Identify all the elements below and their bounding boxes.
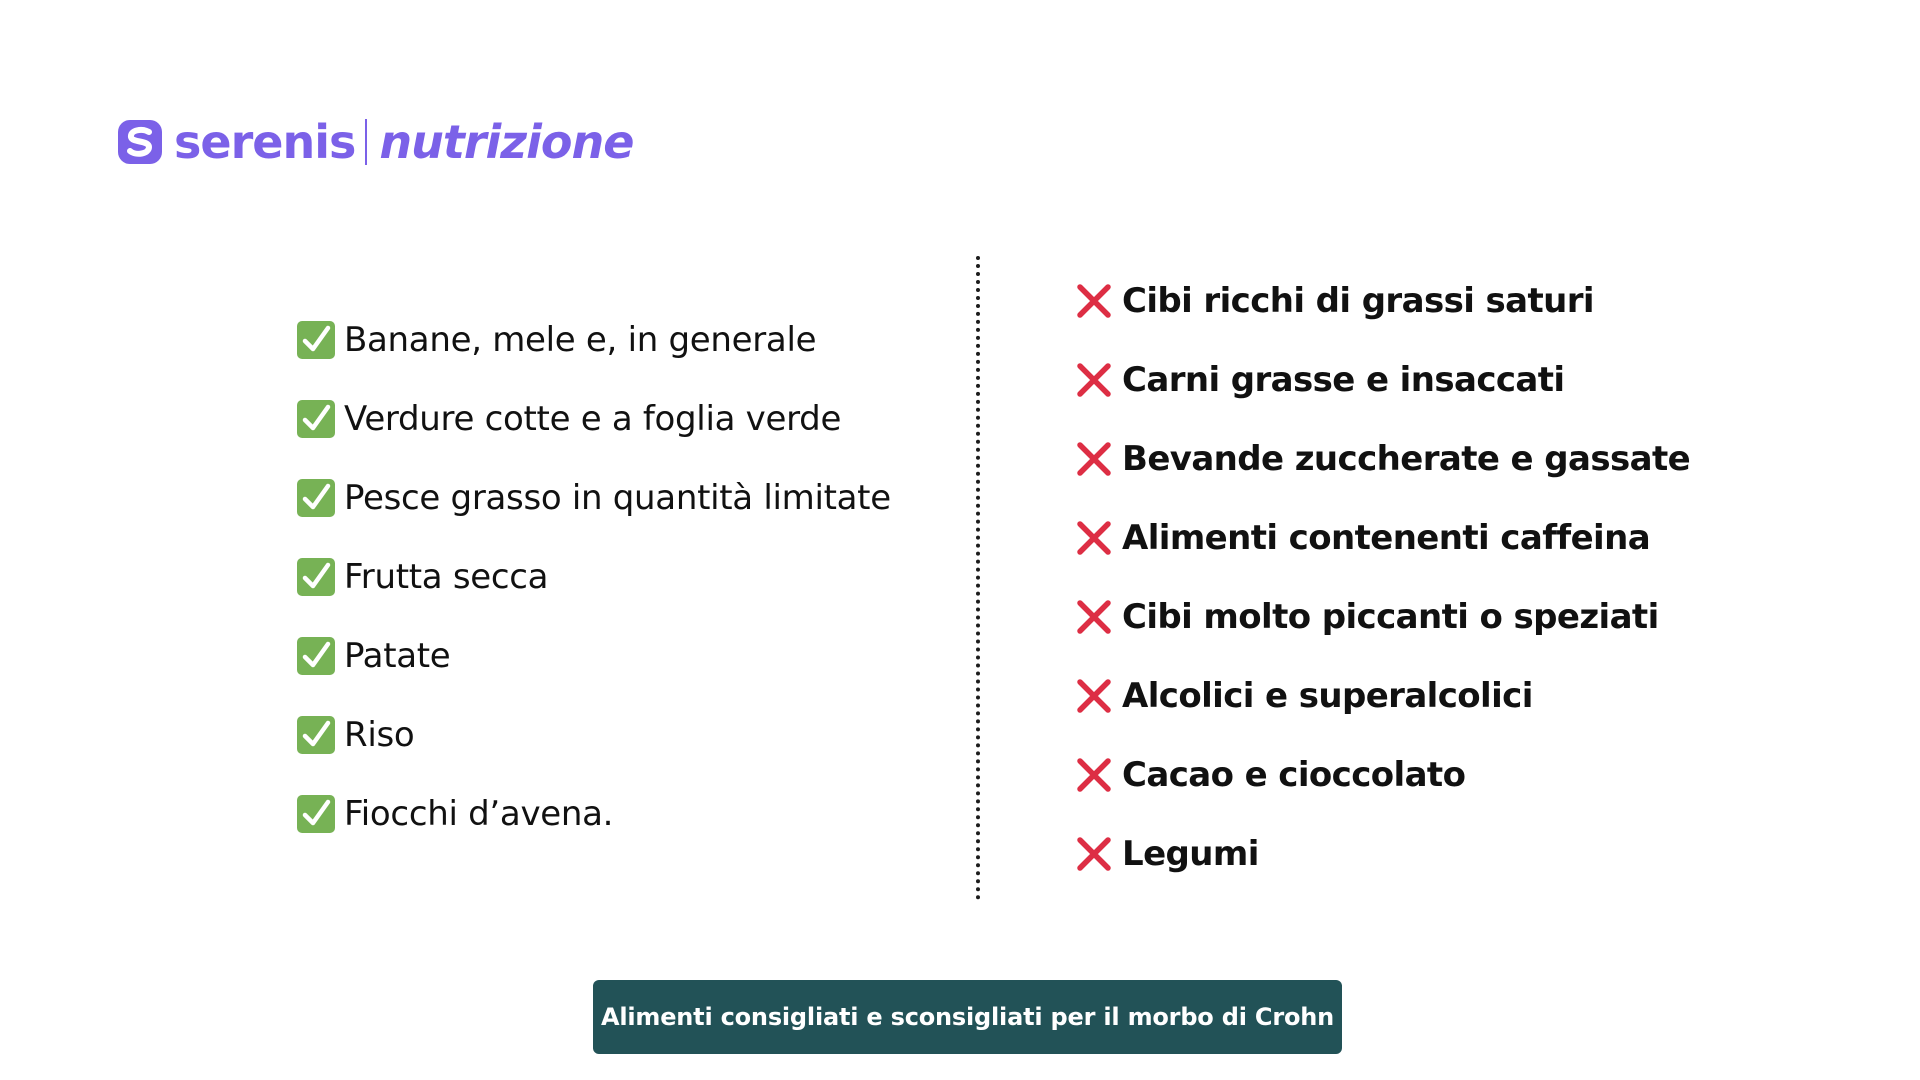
recommended-food-label: Riso	[344, 714, 415, 755]
list-item	[296, 774, 891, 853]
list-item	[296, 537, 891, 616]
not-recommended-food-label: Legumi	[1122, 833, 1259, 874]
list-item	[296, 300, 891, 379]
caption-text: Alimenti consigliati e sconsigliati per il morbo di Crohn	[600, 1003, 1335, 1031]
check-mark-icon	[296, 636, 336, 676]
not-recommended-food-label: Cibi ricchi di grassi saturi	[1122, 280, 1594, 321]
check-mark-icon	[296, 399, 336, 439]
cross-mark-icon	[1074, 518, 1114, 558]
cross-mark-icon	[1074, 360, 1114, 400]
list-item	[296, 458, 891, 537]
recommended-food-label: Frutta secca	[344, 556, 549, 597]
recommended-food-label: Patate	[344, 635, 451, 676]
list-item	[296, 695, 891, 774]
not-recommended-food-label: Cacao e cioccolato	[1122, 754, 1466, 795]
cross-mark-icon	[1074, 439, 1114, 479]
not-recommended-foods-list	[1074, 261, 1690, 893]
cross-mark-icon	[1074, 676, 1114, 716]
cross-mark-icon	[1074, 281, 1114, 321]
check-mark-icon	[296, 794, 336, 834]
check-mark-icon	[296, 715, 336, 755]
check-mark-icon	[296, 557, 336, 597]
serenis-logo-mark-icon	[116, 118, 164, 166]
recommended-food-label: Verdure cotte e a foglia verde	[344, 398, 842, 439]
recommended-food-label: Pesce grasso in quantità limitate	[344, 477, 891, 518]
cross-mark-icon	[1074, 834, 1114, 874]
list-item	[1074, 735, 1690, 814]
check-mark-icon	[296, 320, 336, 360]
list-item	[1074, 419, 1690, 498]
serenis-nutrizione-logo	[116, 114, 633, 170]
dotted-divider	[976, 256, 980, 900]
logo-brand-name: serenis	[174, 115, 356, 169]
list-item	[1074, 577, 1690, 656]
recommended-foods-list	[296, 300, 891, 853]
not-recommended-food-label: Bevande zuccherate e gassate	[1122, 438, 1691, 479]
list-item	[296, 379, 891, 458]
cross-mark-icon	[1074, 755, 1114, 795]
logo-product-name: nutrizione	[379, 115, 634, 169]
list-item	[296, 616, 891, 695]
not-recommended-food-label: Alcolici e superalcolici	[1122, 675, 1533, 716]
list-item	[1074, 261, 1690, 340]
recommended-food-label: Fiocchi d’avena.	[344, 793, 614, 834]
not-recommended-food-label: Cibi molto piccanti o speziati	[1122, 596, 1659, 637]
caption-banner	[593, 980, 1342, 1054]
cross-mark-icon	[1074, 597, 1114, 637]
list-item	[1074, 498, 1690, 577]
logo-separator	[365, 119, 367, 165]
not-recommended-food-label: Alimenti contenenti caffeina	[1122, 517, 1651, 558]
list-item	[1074, 814, 1690, 893]
recommended-food-label: Banane, mele e, in generale	[344, 319, 817, 360]
check-mark-icon	[296, 478, 336, 518]
list-item	[1074, 656, 1690, 735]
not-recommended-food-label: Carni grasse e insaccati	[1122, 359, 1565, 400]
list-item	[1074, 340, 1690, 419]
